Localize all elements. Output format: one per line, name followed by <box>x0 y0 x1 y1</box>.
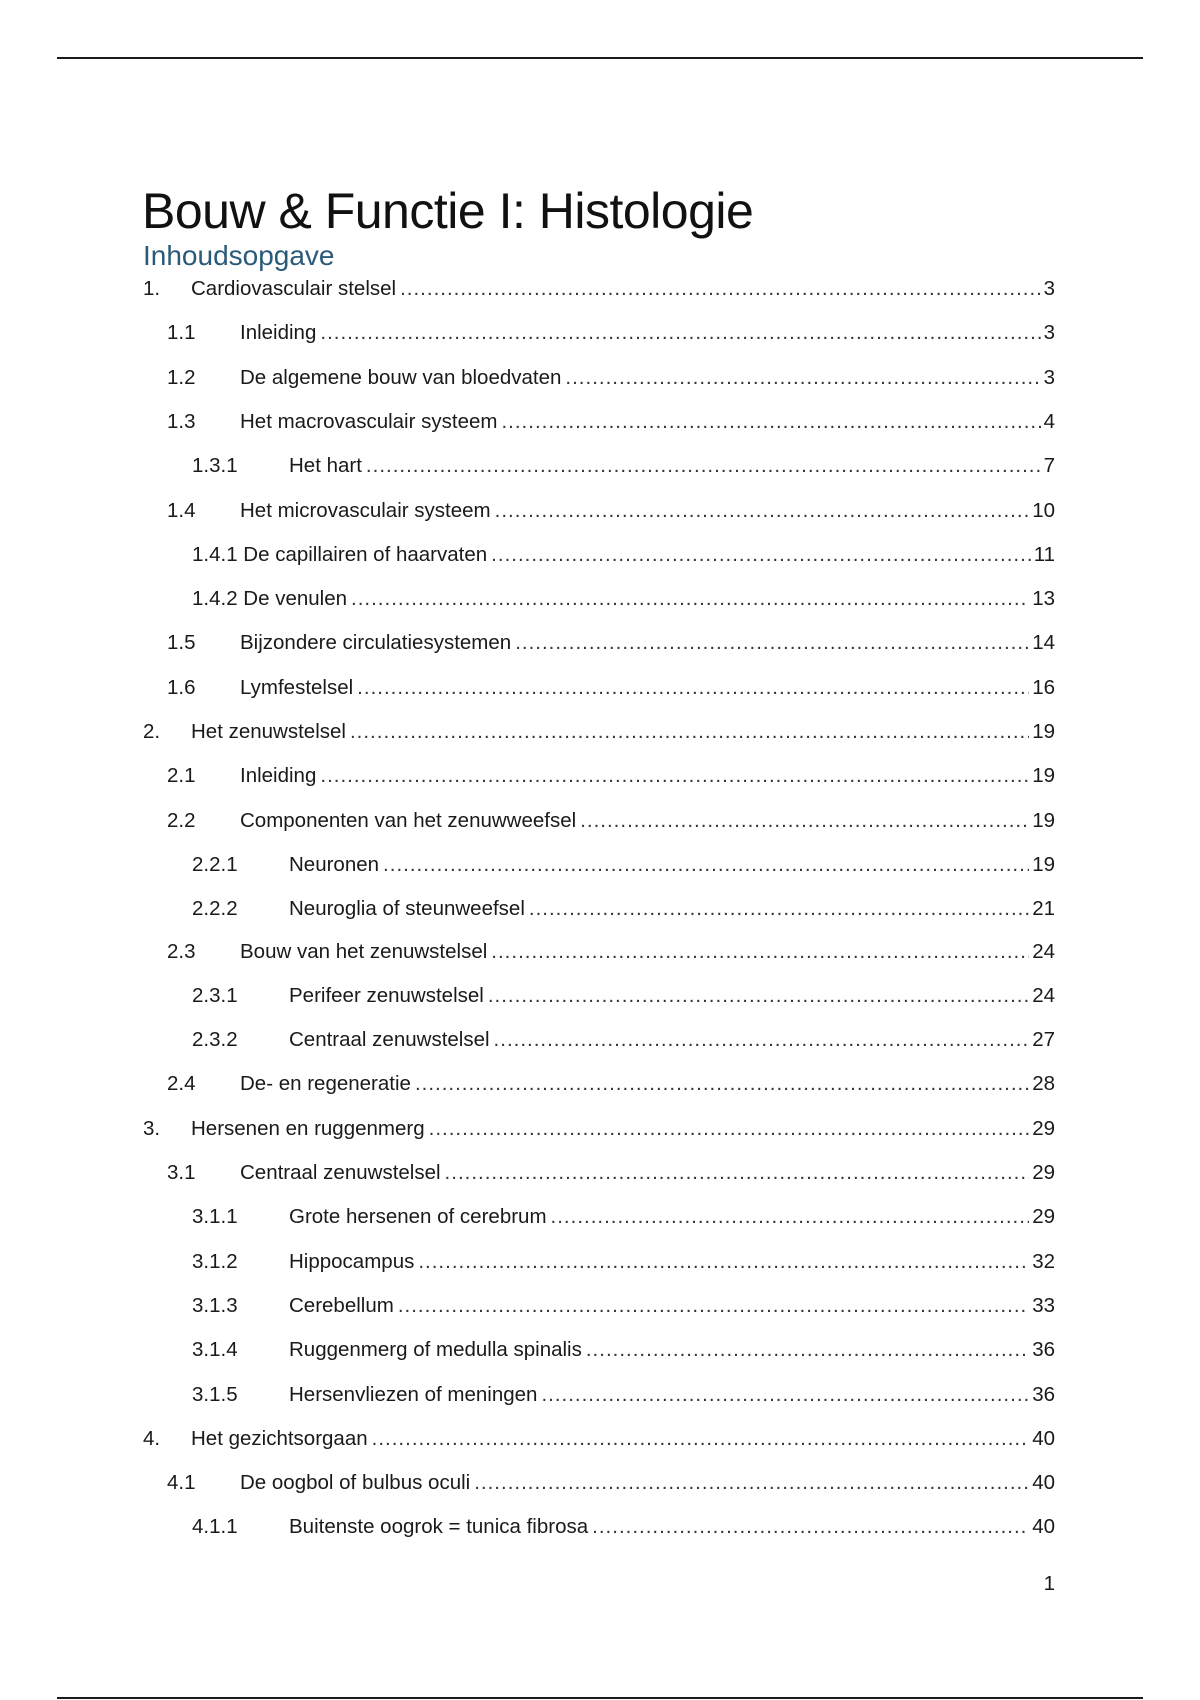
toc-entry-label: Lymfestelsel <box>240 675 354 699</box>
toc-entry-label: De oogbol of bulbus oculi <box>240 1471 471 1495</box>
toc-entry-label: Inleiding <box>240 764 317 788</box>
toc-entry-number: 4. <box>143 1426 161 1450</box>
toc-entry[interactable] <box>0 361 1200 395</box>
toc-entry-number: 1.4 <box>167 498 196 522</box>
toc-entry[interactable] <box>0 405 1200 439</box>
toc-entry-page: 40 <box>1032 1515 1055 1539</box>
toc-entry-page: 36 <box>1032 1338 1055 1362</box>
toc-entry-number: 2.2.1 <box>192 852 238 876</box>
toc-entry-label: Neuroglia of steunweefsel <box>289 897 525 921</box>
toc-entry-label: Bouw van het zenuwstelsel <box>240 939 488 963</box>
toc-entry-page: 29 <box>1032 1205 1055 1229</box>
toc-leader-dots <box>366 449 1041 483</box>
toc-leader-dots <box>501 405 1040 439</box>
toc-leader-dots <box>351 582 1029 616</box>
toc-leader-dots <box>515 626 1029 660</box>
toc-entry-number: 2.1 <box>167 764 196 788</box>
toc-entry[interactable] <box>0 538 1200 572</box>
toc-entry-number: 1.1 <box>167 321 196 345</box>
toc-entry[interactable] <box>0 715 1200 749</box>
toc-entry-number: 2. <box>143 720 161 743</box>
toc-leader-dots <box>383 848 1029 882</box>
toc-entry-page: 19 <box>1032 808 1055 832</box>
toc-entry-label: Bijzondere circulatiesystemen <box>240 631 512 655</box>
toc-leader-dots <box>320 759 1029 793</box>
toc-entry-page: 11 <box>1033 542 1055 566</box>
toc-entry-page: 21 <box>1032 897 1055 921</box>
toc-leader-dots <box>357 671 1029 705</box>
toc-entry-number: 1.3 <box>167 409 196 433</box>
toc-entry[interactable] <box>0 848 1200 882</box>
toc-entry[interactable] <box>0 1333 1200 1367</box>
toc-entry[interactable] <box>0 892 1200 926</box>
toc-entry-number: 3.1.3 <box>192 1293 238 1317</box>
toc-entry-label: Grote hersenen of cerebrum <box>289 1205 547 1229</box>
toc-entry-number: 3.1 <box>167 1161 196 1184</box>
toc-entry[interactable] <box>0 979 1200 1013</box>
toc-entry-page: 19 <box>1032 764 1055 788</box>
toc-entry-number: 3.1.4 <box>192 1338 238 1362</box>
toc-leader-dots <box>350 715 1029 749</box>
toc-entry-page: 13 <box>1032 587 1055 611</box>
toc-entry-label: Cardiovasculair stelsel <box>191 277 397 300</box>
toc-leader-dots <box>415 1067 1029 1101</box>
toc-entry[interactable] <box>0 804 1200 838</box>
toc-leader-dots <box>592 1510 1029 1544</box>
toc-leader-dots <box>495 494 1030 528</box>
toc-entry-label: De- en regeneratie <box>240 1072 411 1096</box>
toc-entry-page: 28 <box>1032 1072 1055 1096</box>
toc-entry-page: 7 <box>1043 454 1055 478</box>
toc-leader-dots <box>372 1422 1030 1456</box>
toc-leader-dots <box>551 1200 1030 1234</box>
toc-entry-number: 2.3.1 <box>192 983 238 1007</box>
toc-heading: Inhoudsopgave <box>143 240 335 271</box>
toc-entry-label: Het microvasculair systeem <box>240 498 491 522</box>
toc-entry-number: 1. <box>143 277 161 300</box>
toc-entry[interactable] <box>0 1422 1200 1456</box>
toc-entry-label: Buitenste oogrok = tunica fibrosa <box>289 1515 589 1539</box>
toc-entry-label: Inleiding <box>240 321 317 345</box>
toc-entry-label: 1.4.1 De capillairen of haarvaten <box>192 542 488 566</box>
toc-entry-page: 3 <box>1043 365 1055 389</box>
toc-entry-number: 3. <box>143 1116 161 1140</box>
toc-entry-label: Het macrovasculair systeem <box>240 409 498 433</box>
toc-entry-label: Centraal zenuwstelsel <box>240 1161 441 1184</box>
toc-entry[interactable] <box>0 582 1200 616</box>
toc-entry[interactable] <box>0 1156 1200 1190</box>
toc-entry-page: 3 <box>1043 277 1055 300</box>
toc-leader-dots <box>580 804 1029 838</box>
toc-leader-dots <box>400 272 1041 306</box>
toc-entry[interactable] <box>0 1510 1200 1544</box>
toc-entry-page: 32 <box>1032 1249 1055 1273</box>
toc-entry[interactable] <box>0 316 1200 350</box>
toc-entry-page: 40 <box>1032 1426 1055 1450</box>
toc-entry-number: 2.4 <box>167 1072 196 1096</box>
toc-entry-number: 3.1.2 <box>192 1249 238 1273</box>
toc-entry-number: 2.3 <box>167 939 196 963</box>
toc-leader-dots <box>474 1466 1029 1500</box>
toc-entry[interactable] <box>0 1023 1200 1057</box>
toc-entry-number: 1.5 <box>167 631 196 655</box>
toc-entry[interactable] <box>0 1289 1200 1323</box>
toc-entry-label: Ruggenmerg of medulla spinalis <box>289 1338 582 1362</box>
toc-entry-number: 4.1 <box>167 1471 196 1495</box>
toc-entry-label: Het zenuwstelsel <box>191 720 346 743</box>
toc-entry-page: 3 <box>1043 321 1055 345</box>
toc-leader-dots <box>418 1245 1029 1279</box>
toc-entry-page: 19 <box>1032 720 1055 743</box>
toc-entry-page: 10 <box>1032 498 1055 522</box>
toc-entry-label: Perifeer zenuwstelsel <box>289 983 484 1007</box>
toc-leader-dots <box>491 935 1029 969</box>
toc-entry-label: Hersenvliezen of meningen <box>289 1382 538 1406</box>
toc-entry-label: Het gezichtsorgaan <box>191 1426 368 1450</box>
toc-entry-label: Hersenen en ruggenmerg <box>191 1116 425 1140</box>
toc-entry-number: 3.1.5 <box>192 1382 238 1406</box>
toc-entry-label: Hippocampus <box>289 1249 415 1273</box>
toc-entry-number: 1.2 <box>167 365 196 389</box>
toc-entry-number: 4.1.1 <box>192 1515 238 1539</box>
page-number: 1 <box>1043 1572 1055 1595</box>
toc-entry[interactable] <box>0 1378 1200 1412</box>
toc-leader-dots <box>529 892 1029 926</box>
toc-leader-dots <box>541 1378 1029 1412</box>
toc-leader-dots <box>445 1156 1030 1190</box>
toc-entry[interactable] <box>0 449 1200 483</box>
toc-entry-page: 27 <box>1032 1028 1055 1052</box>
toc-entry[interactable] <box>0 272 1200 306</box>
toc-entry[interactable] <box>0 494 1200 528</box>
toc-entry-label: 1.4.2 De venulen <box>192 587 348 611</box>
toc-entry-page: 36 <box>1032 1382 1055 1406</box>
toc-entry-number: 1.3.1 <box>192 454 238 478</box>
toc-entry[interactable] <box>0 1067 1200 1101</box>
toc-entry-label: Componenten van het zenuwweefsel <box>240 808 577 832</box>
toc-entry[interactable] <box>0 759 1200 793</box>
toc-entry-label: Het hart <box>289 454 362 478</box>
toc-leader-dots <box>565 361 1040 395</box>
toc-leader-dots <box>491 538 1031 572</box>
toc-entry-page: 4 <box>1043 409 1055 433</box>
toc-entry-number: 2.2.2 <box>192 897 238 921</box>
toc-entry-page: 24 <box>1032 939 1055 963</box>
toc-entry-number: 1.6 <box>167 675 196 699</box>
toc-entry-page: 16 <box>1032 675 1055 699</box>
toc-entry-label: Cerebellum <box>289 1293 394 1317</box>
document-title: Bouw & Functie I: Histologie <box>142 182 754 239</box>
toc-leader-dots <box>429 1112 1030 1146</box>
toc-entry[interactable] <box>0 1200 1200 1234</box>
toc-entry-page: 24 <box>1032 983 1055 1007</box>
bottom-rule <box>57 1697 1143 1699</box>
toc-entry[interactable] <box>0 1245 1200 1279</box>
toc-entry-page: 14 <box>1032 631 1055 655</box>
toc-leader-dots <box>398 1289 1029 1323</box>
toc-entry-page: 33 <box>1032 1293 1055 1317</box>
toc-entry-number: 2.3.2 <box>192 1028 238 1052</box>
toc-entry-number: 2.2 <box>167 808 196 832</box>
toc-leader-dots <box>488 979 1029 1013</box>
toc-entry[interactable] <box>0 1112 1200 1146</box>
top-rule <box>57 57 1143 59</box>
toc-entry-page: 29 <box>1032 1116 1055 1140</box>
toc-entry-page: 19 <box>1032 852 1055 876</box>
toc-leader-dots <box>320 316 1040 350</box>
toc-entry-number: 3.1.1 <box>192 1205 238 1229</box>
toc-entry-label: De algemene bouw van bloedvaten <box>240 365 562 389</box>
toc-entry[interactable] <box>0 1466 1200 1500</box>
toc-leader-dots <box>586 1333 1029 1367</box>
toc-entry-label: Neuronen <box>289 852 380 876</box>
toc-leader-dots <box>494 1023 1030 1057</box>
toc-entry[interactable] <box>0 935 1200 969</box>
toc-entry[interactable] <box>0 626 1200 660</box>
toc-entry-page: 29 <box>1032 1161 1055 1184</box>
toc-entry-label: Centraal zenuwstelsel <box>289 1028 490 1052</box>
toc-entry-page: 40 <box>1032 1471 1055 1495</box>
toc-entry[interactable] <box>0 671 1200 705</box>
